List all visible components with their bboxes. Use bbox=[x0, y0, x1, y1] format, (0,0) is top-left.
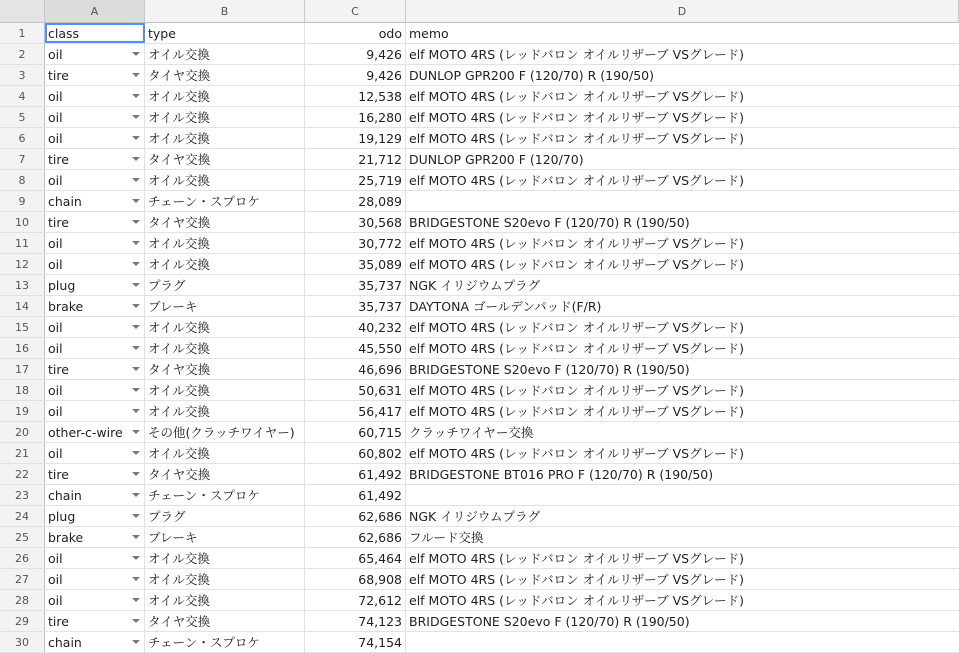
memo-cell[interactable]: elf MOTO 4RS (レッドバロン オイルリザーブ VSグレード) bbox=[409, 320, 744, 335]
class-cell[interactable]: oil bbox=[45, 443, 145, 463]
memo-cell[interactable]: BRIDGESTONE S20evo F (120/70) R (190/50) bbox=[409, 214, 690, 230]
class-cell[interactable]: other-c-wire bbox=[45, 422, 145, 442]
type-cell[interactable]: チェーン・スプロケ bbox=[145, 632, 305, 652]
type-cell[interactable]: オイル交換 bbox=[145, 233, 305, 253]
dropdown-arrow-icon[interactable] bbox=[132, 430, 140, 434]
column-header-d[interactable]: D bbox=[406, 0, 959, 22]
column-header-b[interactable]: B bbox=[145, 0, 305, 22]
memo-cell[interactable]: elf MOTO 4RS (レッドバロン オイルリザーブ VSグレード) bbox=[409, 110, 744, 125]
type-cell[interactable]: プラグ bbox=[145, 275, 305, 295]
type-cell[interactable]: オイル交換 bbox=[145, 590, 305, 610]
table-row bbox=[0, 485, 959, 506]
odo-cell[interactable]: 62,686 bbox=[305, 506, 406, 526]
type-cell[interactable]: ブレーキ bbox=[145, 296, 305, 316]
table-row bbox=[0, 590, 959, 611]
class-cell[interactable]: tire bbox=[45, 212, 145, 232]
odo-cell[interactable]: 45,550 bbox=[305, 338, 406, 358]
memo-cell[interactable]: DUNLOP GPR200 F (120/70) bbox=[409, 151, 584, 167]
odo-cell[interactable]: 35,737 bbox=[305, 275, 406, 295]
odo-cell[interactable]: 9,426 bbox=[305, 44, 406, 64]
dropdown-arrow-icon[interactable] bbox=[132, 283, 140, 287]
type-cell[interactable]: オイル交換 bbox=[145, 338, 305, 358]
table-row bbox=[0, 422, 959, 443]
memo-cell[interactable]: BRIDGESTONE S20evo F (120/70) R (190/50) bbox=[409, 613, 690, 629]
odo-cell[interactable]: 61,492 bbox=[305, 464, 406, 484]
class-cell[interactable]: oil bbox=[45, 317, 145, 337]
class-cell[interactable]: oil bbox=[45, 569, 145, 589]
odo-cell[interactable]: 74,154 bbox=[305, 632, 406, 652]
odo-cell[interactable]: 28,089 bbox=[305, 191, 406, 211]
type-cell[interactable]: タイヤ交換 bbox=[145, 65, 305, 85]
type-cell[interactable]: タイヤ交換 bbox=[145, 149, 305, 169]
column-header-row bbox=[0, 0, 959, 23]
odo-cell[interactable]: 21,712 bbox=[305, 149, 406, 169]
table-row bbox=[0, 359, 959, 380]
class-cell[interactable]: brake bbox=[45, 527, 145, 547]
memo-cell[interactable]: BRIDGESTONE BT016 PRO F (120/70) R (190/50) bbox=[409, 466, 714, 482]
odo-cell[interactable]: 56,417 bbox=[305, 401, 406, 421]
row-number[interactable]: 1 bbox=[0, 23, 45, 43]
class-cell[interactable]: chain bbox=[45, 632, 145, 652]
memo-cell[interactable] bbox=[406, 632, 959, 652]
table-row bbox=[0, 296, 959, 317]
dropdown-arrow-icon[interactable] bbox=[132, 556, 140, 560]
type-cell[interactable]: その他(クラッチワイヤー) bbox=[145, 422, 305, 442]
type-cell[interactable]: type bbox=[145, 23, 305, 43]
row-number[interactable]: 19 bbox=[0, 401, 45, 421]
row-number[interactable]: 14 bbox=[0, 296, 45, 316]
odo-cell[interactable]: 62,686 bbox=[305, 527, 406, 547]
table-row bbox=[0, 212, 959, 233]
dropdown-arrow-icon[interactable] bbox=[132, 367, 140, 371]
table-row bbox=[0, 548, 959, 569]
row-number[interactable]: 15 bbox=[0, 317, 45, 337]
row-number[interactable]: 10 bbox=[0, 212, 45, 232]
odo-cell[interactable]: 19,129 bbox=[305, 128, 406, 148]
class-cell[interactable]: plug bbox=[45, 506, 145, 526]
memo-cell[interactable]: elf MOTO 4RS (レッドバロン オイルリザーブ VSグレード) bbox=[409, 257, 744, 272]
class-cell[interactable]: oil bbox=[45, 338, 145, 358]
row-number[interactable]: 30 bbox=[0, 632, 45, 652]
odo-cell[interactable]: 30,568 bbox=[305, 212, 406, 232]
type-cell[interactable]: オイル交換 bbox=[145, 170, 305, 190]
row-number[interactable]: 23 bbox=[0, 485, 45, 505]
dropdown-arrow-icon[interactable] bbox=[132, 73, 140, 77]
dropdown-arrow-icon[interactable] bbox=[132, 346, 140, 350]
odo-cell[interactable]: 68,908 bbox=[305, 569, 406, 589]
dropdown-arrow-icon[interactable] bbox=[132, 535, 140, 539]
class-cell[interactable]: oil bbox=[45, 86, 145, 106]
dropdown-arrow-icon[interactable] bbox=[132, 241, 140, 245]
row-number[interactable]: 25 bbox=[0, 527, 45, 547]
class-cell[interactable]: tire bbox=[45, 65, 145, 85]
type-cell[interactable]: プラグ bbox=[145, 506, 305, 526]
table-row bbox=[0, 506, 959, 527]
dropdown-arrow-icon[interactable] bbox=[132, 199, 140, 203]
type-cell[interactable]: オイル交換 bbox=[145, 254, 305, 274]
dropdown-arrow-icon[interactable] bbox=[132, 640, 140, 644]
row-number[interactable]: 26 bbox=[0, 548, 45, 568]
row-number[interactable]: 17 bbox=[0, 359, 45, 379]
row-number[interactable]: 3 bbox=[0, 65, 45, 85]
odo-cell[interactable]: 60,715 bbox=[305, 422, 406, 442]
class-cell[interactable]: oil bbox=[45, 254, 145, 274]
type-cell[interactable]: チェーン・スプロケ bbox=[145, 485, 305, 505]
type-cell[interactable]: オイル交換 bbox=[145, 569, 305, 589]
table-row bbox=[0, 107, 959, 128]
class-cell[interactable]: class bbox=[45, 23, 145, 43]
dropdown-arrow-icon[interactable] bbox=[132, 409, 140, 413]
type-cell[interactable]: オイル交換 bbox=[145, 86, 305, 106]
odo-cell[interactable]: 35,737 bbox=[305, 296, 406, 316]
class-cell[interactable]: tire bbox=[45, 611, 145, 631]
dropdown-arrow-icon[interactable] bbox=[132, 514, 140, 518]
odo-cell[interactable]: 72,612 bbox=[305, 590, 406, 610]
class-cell[interactable]: oil bbox=[45, 107, 145, 127]
class-cell[interactable]: chain bbox=[45, 485, 145, 505]
dropdown-arrow-icon[interactable] bbox=[132, 598, 140, 602]
row-number[interactable]: 24 bbox=[0, 506, 45, 526]
dropdown-arrow-icon[interactable] bbox=[132, 157, 140, 161]
type-cell[interactable]: オイル交換 bbox=[145, 548, 305, 568]
memo-cell[interactable]: BRIDGESTONE S20evo F (120/70) R (190/50) bbox=[409, 361, 690, 377]
row-number[interactable]: 6 bbox=[0, 128, 45, 148]
table-row bbox=[0, 401, 959, 422]
memo-cell[interactable]: elf MOTO 4RS (レッドバロン オイルリザーブ VSグレード) bbox=[409, 236, 744, 251]
dropdown-arrow-icon[interactable] bbox=[132, 178, 140, 182]
table-row bbox=[0, 275, 959, 296]
row-number[interactable]: 22 bbox=[0, 464, 45, 484]
type-cell[interactable]: タイヤ交換 bbox=[145, 464, 305, 484]
table-body bbox=[0, 23, 959, 653]
memo-cell[interactable]: memo bbox=[409, 25, 449, 41]
class-cell[interactable]: oil bbox=[45, 380, 145, 400]
memo-cell[interactable]: DUNLOP GPR200 F (120/70) R (190/50) bbox=[409, 67, 654, 83]
memo-cell[interactable]: NGK イリジウムプラグ bbox=[409, 509, 541, 524]
row-number[interactable]: 2 bbox=[0, 44, 45, 64]
odo-cell[interactable]: 61,492 bbox=[305, 485, 406, 505]
row-number[interactable]: 16 bbox=[0, 338, 45, 358]
memo-cell[interactable]: DAYTONA ゴールデンパッド(F/R) bbox=[409, 299, 602, 314]
dropdown-arrow-icon[interactable] bbox=[132, 136, 140, 140]
class-cell[interactable]: oil bbox=[45, 44, 145, 64]
type-cell[interactable]: タイヤ交換 bbox=[145, 359, 305, 379]
row-number[interactable]: 29 bbox=[0, 611, 45, 631]
type-cell[interactable]: オイル交換 bbox=[145, 380, 305, 400]
odo-cell[interactable]: 25,719 bbox=[305, 170, 406, 190]
type-cell[interactable]: オイル交換 bbox=[145, 401, 305, 421]
class-cell[interactable]: brake bbox=[45, 296, 145, 316]
memo-cell[interactable]: フルード交換 bbox=[409, 530, 484, 545]
table-row bbox=[0, 569, 959, 590]
table-row bbox=[0, 86, 959, 107]
memo-cell[interactable]: elf MOTO 4RS (レッドバロン オイルリザーブ VSグレード) bbox=[409, 341, 744, 356]
column-header-c[interactable]: C bbox=[305, 0, 406, 22]
class-cell[interactable]: tire bbox=[45, 149, 145, 169]
memo-cell[interactable]: elf MOTO 4RS (レッドバロン オイルリザーブ VSグレード) bbox=[409, 593, 744, 608]
dropdown-arrow-icon[interactable] bbox=[132, 52, 140, 56]
dropdown-arrow-icon[interactable] bbox=[132, 493, 140, 497]
table-row bbox=[0, 23, 959, 44]
row-number[interactable]: 21 bbox=[0, 443, 45, 463]
table-row bbox=[0, 254, 959, 275]
table-row bbox=[0, 611, 959, 632]
class-cell[interactable]: oil bbox=[45, 128, 145, 148]
odo-cell[interactable]: 30,772 bbox=[305, 233, 406, 253]
row-number[interactable]: 12 bbox=[0, 254, 45, 274]
memo-cell[interactable]: クラッチワイヤー交換 bbox=[409, 425, 534, 440]
row-number[interactable]: 20 bbox=[0, 422, 45, 442]
class-cell[interactable]: tire bbox=[45, 359, 145, 379]
memo-cell[interactable]: NGK イリジウムプラグ bbox=[409, 278, 541, 293]
dropdown-arrow-icon[interactable] bbox=[132, 115, 140, 119]
table-row bbox=[0, 191, 959, 212]
odo-cell[interactable]: odo bbox=[305, 23, 406, 43]
type-cell[interactable]: タイヤ交換 bbox=[145, 611, 305, 631]
row-number[interactable]: 8 bbox=[0, 170, 45, 190]
class-cell[interactable]: oil bbox=[45, 170, 145, 190]
class-cell[interactable]: plug bbox=[45, 275, 145, 295]
dropdown-arrow-icon[interactable] bbox=[132, 472, 140, 476]
memo-cell[interactable]: elf MOTO 4RS (レッドバロン オイルリザーブ VSグレード) bbox=[409, 131, 744, 146]
class-cell[interactable]: oil bbox=[45, 233, 145, 253]
row-number[interactable]: 27 bbox=[0, 569, 45, 589]
column-header-a[interactable]: A bbox=[45, 0, 145, 22]
type-cell[interactable]: オイル交換 bbox=[145, 443, 305, 463]
odo-cell[interactable]: 74,123 bbox=[305, 611, 406, 631]
table-row bbox=[0, 317, 959, 338]
odo-cell[interactable]: 35,089 bbox=[305, 254, 406, 274]
memo-cell[interactable]: elf MOTO 4RS (レッドバロン オイルリザーブ VSグレード) bbox=[409, 47, 744, 62]
select-all-corner[interactable] bbox=[0, 0, 45, 22]
memo-cell[interactable]: elf MOTO 4RS (レッドバロン オイルリザーブ VSグレード) bbox=[409, 551, 744, 566]
type-cell[interactable]: オイル交換 bbox=[145, 44, 305, 64]
memo-cell[interactable] bbox=[406, 191, 959, 211]
dropdown-arrow-icon[interactable] bbox=[132, 577, 140, 581]
dropdown-arrow-icon[interactable] bbox=[132, 451, 140, 455]
row-number[interactable]: 7 bbox=[0, 149, 45, 169]
table-row bbox=[0, 233, 959, 254]
dropdown-arrow-icon[interactable] bbox=[132, 388, 140, 392]
dropdown-arrow-icon[interactable] bbox=[132, 262, 140, 266]
odo-cell[interactable]: 9,426 bbox=[305, 65, 406, 85]
row-number[interactable]: 4 bbox=[0, 86, 45, 106]
odo-cell[interactable]: 50,631 bbox=[305, 380, 406, 400]
memo-cell[interactable]: elf MOTO 4RS (レッドバロン オイルリザーブ VSグレード) bbox=[409, 383, 744, 398]
table-row bbox=[0, 464, 959, 485]
type-cell[interactable]: ブレーキ bbox=[145, 527, 305, 547]
type-cell[interactable]: チェーン・スプロケ bbox=[145, 191, 305, 211]
dropdown-arrow-icon[interactable] bbox=[132, 220, 140, 224]
table-row bbox=[0, 527, 959, 548]
class-cell[interactable]: oil bbox=[45, 590, 145, 610]
table-row bbox=[0, 380, 959, 401]
table-row bbox=[0, 128, 959, 149]
dropdown-arrow-icon[interactable] bbox=[132, 304, 140, 308]
odo-cell[interactable]: 65,464 bbox=[305, 548, 406, 568]
row-number[interactable]: 18 bbox=[0, 380, 45, 400]
odo-cell[interactable]: 16,280 bbox=[305, 107, 406, 127]
table-row bbox=[0, 65, 959, 86]
table-row bbox=[0, 149, 959, 170]
memo-cell[interactable] bbox=[406, 485, 959, 505]
class-cell[interactable]: oil bbox=[45, 548, 145, 568]
odo-cell[interactable]: 40,232 bbox=[305, 317, 406, 337]
row-number[interactable]: 11 bbox=[0, 233, 45, 253]
table-row bbox=[0, 170, 959, 191]
memo-cell[interactable]: elf MOTO 4RS (レッドバロン オイルリザーブ VSグレード) bbox=[409, 446, 744, 461]
odo-cell[interactable]: 12,538 bbox=[305, 86, 406, 106]
memo-cell[interactable]: elf MOTO 4RS (レッドバロン オイルリザーブ VSグレード) bbox=[409, 572, 744, 587]
type-cell[interactable]: オイル交換 bbox=[145, 317, 305, 337]
row-number[interactable]: 13 bbox=[0, 275, 45, 295]
type-cell[interactable]: オイル交換 bbox=[145, 107, 305, 127]
row-number[interactable]: 28 bbox=[0, 590, 45, 610]
dropdown-arrow-icon[interactable] bbox=[132, 619, 140, 623]
class-cell[interactable]: tire bbox=[45, 464, 145, 484]
table-row bbox=[0, 632, 959, 653]
memo-cell[interactable]: elf MOTO 4RS (レッドバロン オイルリザーブ VSグレード) bbox=[409, 404, 744, 419]
table-row bbox=[0, 44, 959, 65]
memo-cell[interactable]: elf MOTO 4RS (レッドバロン オイルリザーブ VSグレード) bbox=[409, 173, 744, 188]
row-number[interactable]: 9 bbox=[0, 191, 45, 211]
class-cell[interactable]: oil bbox=[45, 401, 145, 421]
odo-cell[interactable]: 46,696 bbox=[305, 359, 406, 379]
type-cell[interactable]: オイル交換 bbox=[145, 128, 305, 148]
dropdown-arrow-icon[interactable] bbox=[132, 325, 140, 329]
class-cell[interactable]: chain bbox=[45, 191, 145, 211]
dropdown-arrow-icon[interactable] bbox=[132, 94, 140, 98]
table-row bbox=[0, 338, 959, 359]
row-number[interactable]: 5 bbox=[0, 107, 45, 127]
memo-cell[interactable]: elf MOTO 4RS (レッドバロン オイルリザーブ VSグレード) bbox=[409, 89, 744, 104]
odo-cell[interactable]: 60,802 bbox=[305, 443, 406, 463]
type-cell[interactable]: タイヤ交換 bbox=[145, 212, 305, 232]
table-row bbox=[0, 443, 959, 464]
